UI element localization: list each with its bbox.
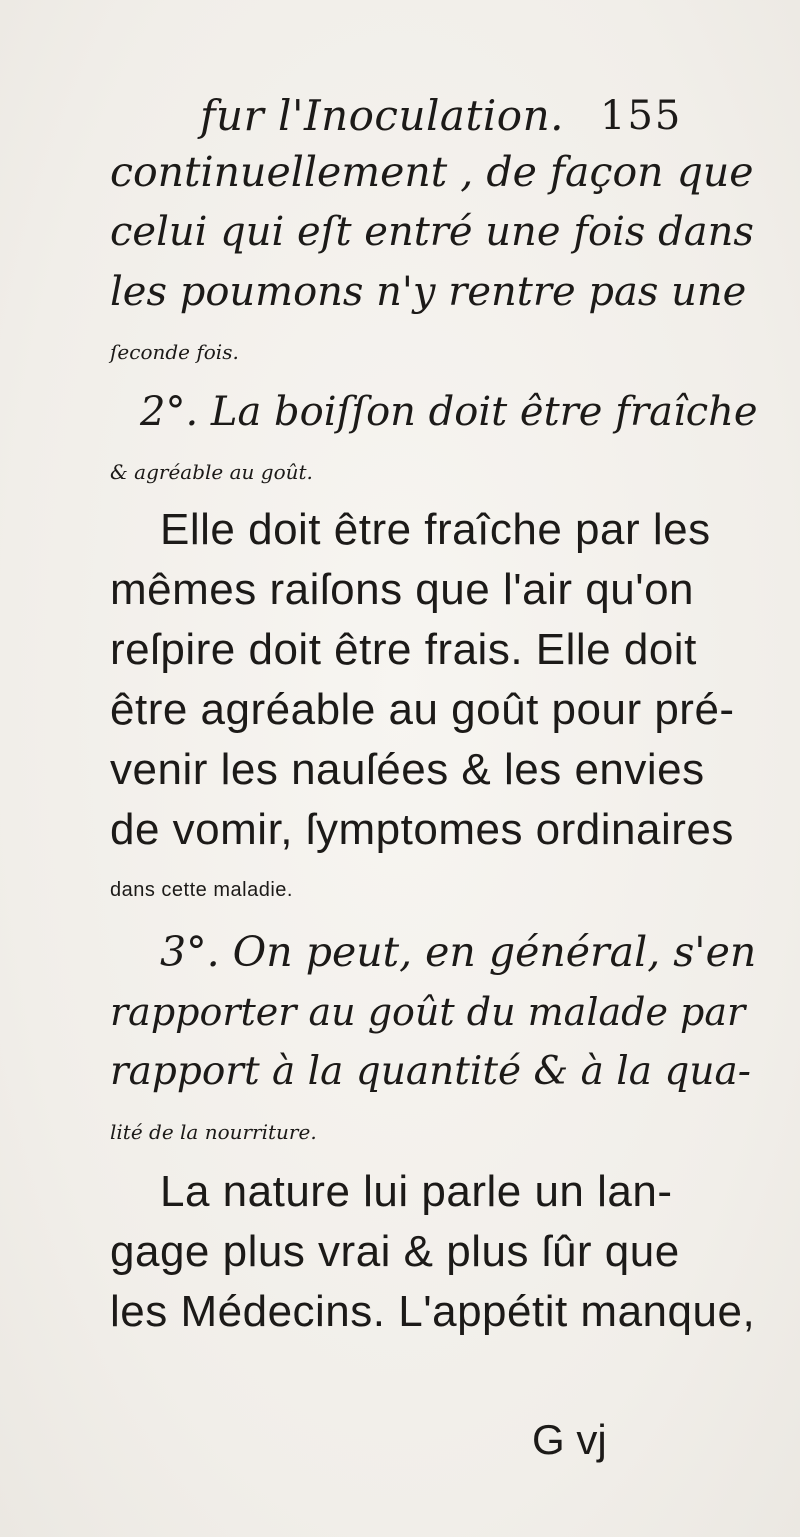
page-number: 155 [600,93,683,139]
text-line: celui qui eſt entré une fois dans [110,209,754,255]
text-line: continuellement , de façon que [110,148,754,196]
text-line: La nature lui parle un lan- [160,1167,673,1216]
text-line: rapport à la quantité & à la qua- [110,1049,751,1094]
text-line: 3°. On peut, en général, s'en [160,928,757,976]
text-line: les Médecins. L'appétit manque, [110,1287,756,1336]
text-line: & agréable au goût. [110,460,313,484]
text-line: ſeconde fois. [110,340,239,364]
text-line: venir les nauſées & les envies [110,745,705,794]
text-line: Elle doit être fraîche par les [160,505,711,554]
text-line: reſpire doit être frais. Elle doit [110,625,697,674]
signature-mark: G vj [532,1416,607,1463]
text-line: rapporter au goût du malade par [110,990,746,1034]
page-header [0,88,800,148]
text-line: dans cette maladie. [110,879,293,901]
text-line: de vomir, ſymptomes ordinaires [110,805,734,854]
text-line: mêmes raiſons que l'air qu'on [110,565,695,614]
text-line: 2°. La boiſſon doit être fraîche [140,389,758,435]
running-title: fur l'Inoculation. [200,91,564,140]
text-line: les poumons n'y rentre pas une [110,269,747,315]
text-line: être agréable au goût pour pré- [110,685,735,734]
text-line: lité de la nourriture. [110,1120,317,1144]
text-line: gage plus vrai & plus ſûr que [110,1227,680,1276]
